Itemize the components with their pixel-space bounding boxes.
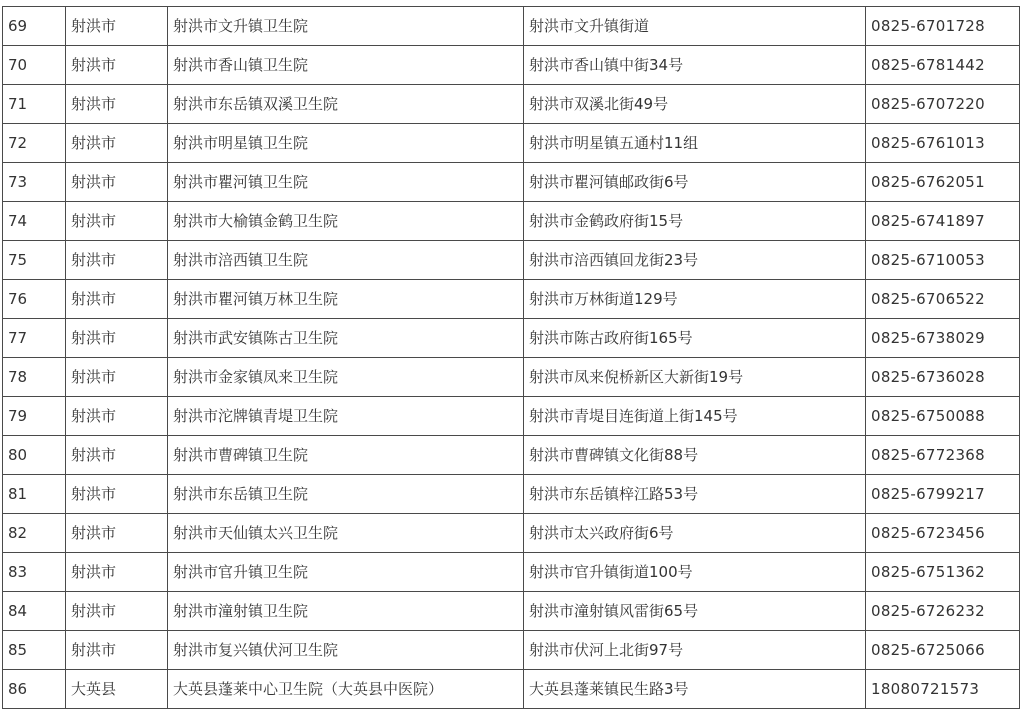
phone-cell: 0825-6726232	[866, 592, 1020, 631]
phone-cell: 0825-6799217	[866, 475, 1020, 514]
facility-name-cell: 射洪市明星镇卫生院	[168, 124, 524, 163]
clinic-table-body	[3, 7, 1020, 709]
phone-cell: 18080721573	[866, 670, 1020, 709]
table-row	[3, 319, 1020, 358]
table-row	[3, 358, 1020, 397]
table-row	[3, 475, 1020, 514]
address-cell: 射洪市伏河上北街97号	[524, 631, 866, 670]
row-number-cell: 80	[3, 436, 66, 475]
address-cell: 射洪市文升镇街道	[524, 7, 866, 46]
address-cell: 射洪市太兴政府街6号	[524, 514, 866, 553]
address-cell: 射洪市万林街道129号	[524, 280, 866, 319]
city-cell: 射洪市	[66, 124, 168, 163]
row-number-cell: 78	[3, 358, 66, 397]
row-number-cell: 76	[3, 280, 66, 319]
city-cell: 射洪市	[66, 631, 168, 670]
row-number-cell: 81	[3, 475, 66, 514]
address-cell: 射洪市明星镇五通村11组	[524, 124, 866, 163]
facility-name-cell: 射洪市金家镇凤来卫生院	[168, 358, 524, 397]
address-cell: 射洪市金鹤政府街15号	[524, 202, 866, 241]
facility-name-cell: 射洪市大榆镇金鹤卫生院	[168, 202, 524, 241]
facility-name-cell: 射洪市涪西镇卫生院	[168, 241, 524, 280]
row-number-cell: 72	[3, 124, 66, 163]
table-row	[3, 124, 1020, 163]
row-number-cell: 71	[3, 85, 66, 124]
facility-name-cell: 射洪市复兴镇伏河卫生院	[168, 631, 524, 670]
table-row	[3, 670, 1020, 709]
city-cell: 射洪市	[66, 514, 168, 553]
row-number-cell: 79	[3, 397, 66, 436]
address-cell: 射洪市瞿河镇邮政街6号	[524, 163, 866, 202]
row-number-cell: 74	[3, 202, 66, 241]
phone-cell: 0825-6761013	[866, 124, 1020, 163]
table-row	[3, 436, 1020, 475]
facility-name-cell: 射洪市潼射镇卫生院	[168, 592, 524, 631]
city-cell: 射洪市	[66, 358, 168, 397]
row-number-cell: 77	[3, 319, 66, 358]
phone-cell: 0825-6750088	[866, 397, 1020, 436]
address-cell: 射洪市凤来倪桥新区大新街19号	[524, 358, 866, 397]
row-number-cell: 73	[3, 163, 66, 202]
phone-cell: 0825-6723456	[866, 514, 1020, 553]
phone-cell: 0825-6707220	[866, 85, 1020, 124]
city-cell: 射洪市	[66, 592, 168, 631]
facility-name-cell: 射洪市曹碑镇卫生院	[168, 436, 524, 475]
row-number-cell: 86	[3, 670, 66, 709]
address-cell: 射洪市双溪北街49号	[524, 85, 866, 124]
facility-name-cell: 射洪市东岳镇卫生院	[168, 475, 524, 514]
phone-cell: 0825-6751362	[866, 553, 1020, 592]
facility-name-cell: 射洪市官升镇卫生院	[168, 553, 524, 592]
table-row	[3, 202, 1020, 241]
facility-name-cell: 射洪市武安镇陈古卫生院	[168, 319, 524, 358]
row-number-cell: 75	[3, 241, 66, 280]
facility-name-cell: 射洪市文升镇卫生院	[168, 7, 524, 46]
table-row	[3, 46, 1020, 85]
address-cell: 射洪市官升镇街道100号	[524, 553, 866, 592]
table-row	[3, 553, 1020, 592]
clinic-table	[2, 6, 1020, 709]
city-cell: 射洪市	[66, 319, 168, 358]
table-row	[3, 85, 1020, 124]
row-number-cell: 84	[3, 592, 66, 631]
row-number-cell: 83	[3, 553, 66, 592]
city-cell: 射洪市	[66, 46, 168, 85]
facility-name-cell: 射洪市瞿河镇万林卫生院	[168, 280, 524, 319]
city-cell: 射洪市	[66, 163, 168, 202]
address-cell: 大英县蓬莱镇民生路3号	[524, 670, 866, 709]
address-cell: 射洪市东岳镇梓江路53号	[524, 475, 866, 514]
address-cell: 射洪市曹碑镇文化街88号	[524, 436, 866, 475]
city-cell: 射洪市	[66, 85, 168, 124]
phone-cell: 0825-6781442	[866, 46, 1020, 85]
city-cell: 射洪市	[66, 280, 168, 319]
facility-name-cell: 射洪市天仙镇太兴卫生院	[168, 514, 524, 553]
city-cell: 射洪市	[66, 553, 168, 592]
phone-cell: 0825-6706522	[866, 280, 1020, 319]
phone-cell: 0825-6710053	[866, 241, 1020, 280]
facility-name-cell: 射洪市沱牌镇青堤卫生院	[168, 397, 524, 436]
phone-cell: 0825-6736028	[866, 358, 1020, 397]
table-row	[3, 631, 1020, 670]
row-number-cell: 70	[3, 46, 66, 85]
facility-name-cell: 射洪市香山镇卫生院	[168, 46, 524, 85]
city-cell: 射洪市	[66, 241, 168, 280]
phone-cell: 0825-6738029	[866, 319, 1020, 358]
city-cell: 射洪市	[66, 436, 168, 475]
city-cell: 射洪市	[66, 475, 168, 514]
row-number-cell: 85	[3, 631, 66, 670]
city-cell: 射洪市	[66, 7, 168, 46]
address-cell: 射洪市涪西镇回龙街23号	[524, 241, 866, 280]
facility-name-cell: 大英县蓬莱中心卫生院（大英县中医院）	[168, 670, 524, 709]
phone-cell: 0825-6725066	[866, 631, 1020, 670]
address-cell: 射洪市香山镇中街34号	[524, 46, 866, 85]
phone-cell: 0825-6701728	[866, 7, 1020, 46]
address-cell: 射洪市潼射镇风雷街65号	[524, 592, 866, 631]
table-row	[3, 592, 1020, 631]
phone-cell: 0825-6741897	[866, 202, 1020, 241]
city-cell: 射洪市	[66, 202, 168, 241]
table-row	[3, 514, 1020, 553]
facility-name-cell: 射洪市东岳镇双溪卫生院	[168, 85, 524, 124]
city-cell: 大英县	[66, 670, 168, 709]
row-number-cell: 82	[3, 514, 66, 553]
phone-cell: 0825-6762051	[866, 163, 1020, 202]
table-row	[3, 280, 1020, 319]
city-cell: 射洪市	[66, 397, 168, 436]
address-cell: 射洪市青堤目连街道上街145号	[524, 397, 866, 436]
row-number-cell: 69	[3, 7, 66, 46]
table-row	[3, 7, 1020, 46]
facility-name-cell: 射洪市瞿河镇卫生院	[168, 163, 524, 202]
table-row	[3, 397, 1020, 436]
table-row	[3, 241, 1020, 280]
phone-cell: 0825-6772368	[866, 436, 1020, 475]
address-cell: 射洪市陈古政府街165号	[524, 319, 866, 358]
table-row	[3, 163, 1020, 202]
